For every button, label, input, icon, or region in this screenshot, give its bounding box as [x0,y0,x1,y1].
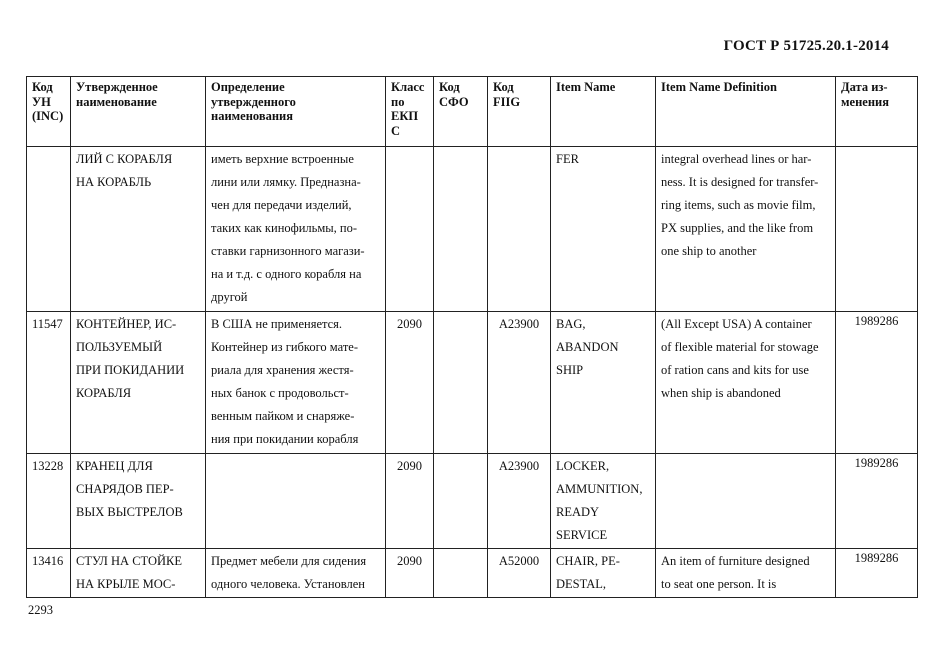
table-row [27,454,918,549]
cell-item-name: CHAIR, PE- DESTAL, [551,549,656,598]
cell-definition: иметь верхние встроенные лини или лямку. Предназна- чен для передачи изделий, таких как кинофильмы, по- ставки гарнизонного магази- на и т.д. с одного корабля на другой [206,147,386,312]
table-row [27,147,918,312]
cell-item-name: LOCKER, AMMUNITION, READY SERVICE [551,454,656,549]
cell-code: 13416 [27,549,71,598]
cell-item-definition: An item of furniture designed to seat one person. It is [656,549,836,598]
header-code: Код УН (INC) [27,77,71,147]
cell-code [27,147,71,312]
cell-class: 2090 [386,454,434,549]
cell-item-definition [656,454,836,549]
header-change-date: Дата из- менения [836,77,918,147]
cell-item-definition: integral overhead lines or har- ness. It is designed for transfer- ring items, such as movie film, PX supplies, and the like from one ship to another [656,147,836,312]
cell-definition: Предмет мебели для сидения одного человека. Установлен [206,549,386,598]
catalog-table [26,76,918,598]
table-row [27,549,918,598]
standard-code: ГОСТ Р 51725.20.1-2014 [723,38,889,54]
header-item-definition: Item Name Definition [656,77,836,147]
cell-change-date: 1989286 [836,549,918,598]
header-sfo: Код СФО [434,77,488,147]
header-class: Класс по ЕКП С [386,77,434,147]
cell-change-date [836,147,918,312]
page-number: 2293 [28,603,53,617]
cell-code: 11547 [27,312,71,454]
cell-class: 2090 [386,312,434,454]
header-approved-name: Утвержденное наименование [71,77,206,147]
cell-fiig [488,147,551,312]
cell-item-definition: (All Except USA) A container of flexible material for stowage of ration cans and kits for use when ship is abandoned [656,312,836,454]
cell-code: 13228 [27,454,71,549]
cell-approved-name: ЛИЙ С КОРАБЛЯ НА КОРАБЛЬ [71,147,206,312]
cell-class [386,147,434,312]
table-header-row [27,77,918,147]
cell-item-name: BAG, ABANDON SHIP [551,312,656,454]
cell-fiig: A23900 [488,454,551,549]
cell-definition: В США не применяется. Контейнер из гибкого мате- риала для хранения жестя- ных банок с продовольст- венным пайком и снаряже- ния при покидании корабля [206,312,386,454]
cell-fiig: A23900 [488,312,551,454]
cell-approved-name: КОНТЕЙНЕР, ИС- ПОЛЬЗУЕМЫЙ ПРИ ПОКИДАНИИ КОРАБЛЯ [71,312,206,454]
cell-item-name: FER [551,147,656,312]
cell-class: 2090 [386,549,434,598]
cell-change-date: 1989286 [836,454,918,549]
cell-sfo [434,454,488,549]
cell-sfo [434,147,488,312]
table-row [27,312,918,454]
header-fiig: Код FIIG [488,77,551,147]
cell-approved-name: СТУЛ НА СТОЙКЕ НА КРЫЛЕ МОС- [71,549,206,598]
cell-change-date: 1989286 [836,312,918,454]
cell-sfo [434,549,488,598]
cell-sfo [434,312,488,454]
header-item-name: Item Name [551,77,656,147]
header-definition: Определение утвержденного наименования [206,77,386,147]
cell-approved-name: КРАНЕЦ ДЛЯ СНАРЯДОВ ПЕР- ВЫХ ВЫСТРЕЛОВ [71,454,206,549]
cell-definition [206,454,386,549]
cell-fiig: A52000 [488,549,551,598]
